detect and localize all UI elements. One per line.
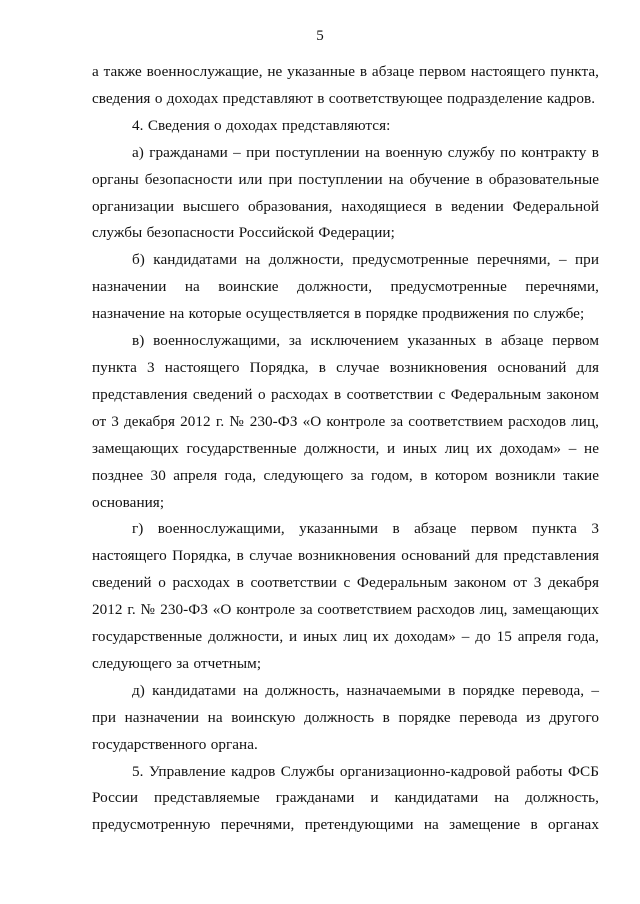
paragraph-continuation: а также военнослужащие, не указанные в абзаце первом настоящего пункта, сведения о доходах представляют в соответствующее подразделение кадров.	[92, 63, 599, 107]
paragraph-subitem-a: а) гражданами – при поступлении на военную службу по контракту в органы безопасности или при поступлении на обучение в образовательные организации высшего образования, находящиеся в ведении Федеральной службы безопасности Российской Федерации;	[92, 143, 599, 242]
page-number: 5	[316, 28, 324, 44]
document-body	[92, 59, 599, 839]
paragraph-item-5: 5. Управление кадров Службы организационно-кадровой работы ФСБ России представляемые гражданами и кандидатами на должность, предусмотренную перечнями, претендующими на замещение в органах	[92, 762, 599, 834]
paragraph-subitem-v: в) военнослужащими, за исключением указанных в абзаце первом пункта 3 настоящего Порядка, в случае возникновения оснований для представления сведений о расходах в соответствии с Федеральным законом от 3 декабря 2012 г. № 230-ФЗ «О контроле за соответствием расходов лиц, замещающих государственные должности, и иных лиц их доходам» – не позднее 30 апреля года, следующего за годом, в котором возникли такие основания;	[92, 332, 599, 511]
paragraph-subitem-b: б) кандидатами на должности, предусмотренные перечнями, – при назначении на воинские должности, предусмотренные перечнями, назначение на которые осуществляется в порядке продвижения по службе;	[92, 251, 599, 323]
paragraph-item-4-heading: 4. Сведения о доходах представляются:	[132, 116, 391, 134]
paragraph-subitem-d: д) кандидатами на должность, назначаемыми в порядке перевода, – при назначении на воинскую должность в порядке перевода из другого государственного органа.	[92, 681, 599, 753]
paragraph-subitem-g: г) военнослужащими, указанными в абзаце первом пункта 3 настоящего Порядка, в случае возникновения оснований для представления сведений о расходах в соответствии с Федеральным законом от 3 декабря 2012 г. № 230-ФЗ «О контроле за соответствием расходов лиц, замещающих государственные должности, и иных лиц их доходам» – до 15 апреля года, следующего за отчетным;	[92, 520, 599, 672]
